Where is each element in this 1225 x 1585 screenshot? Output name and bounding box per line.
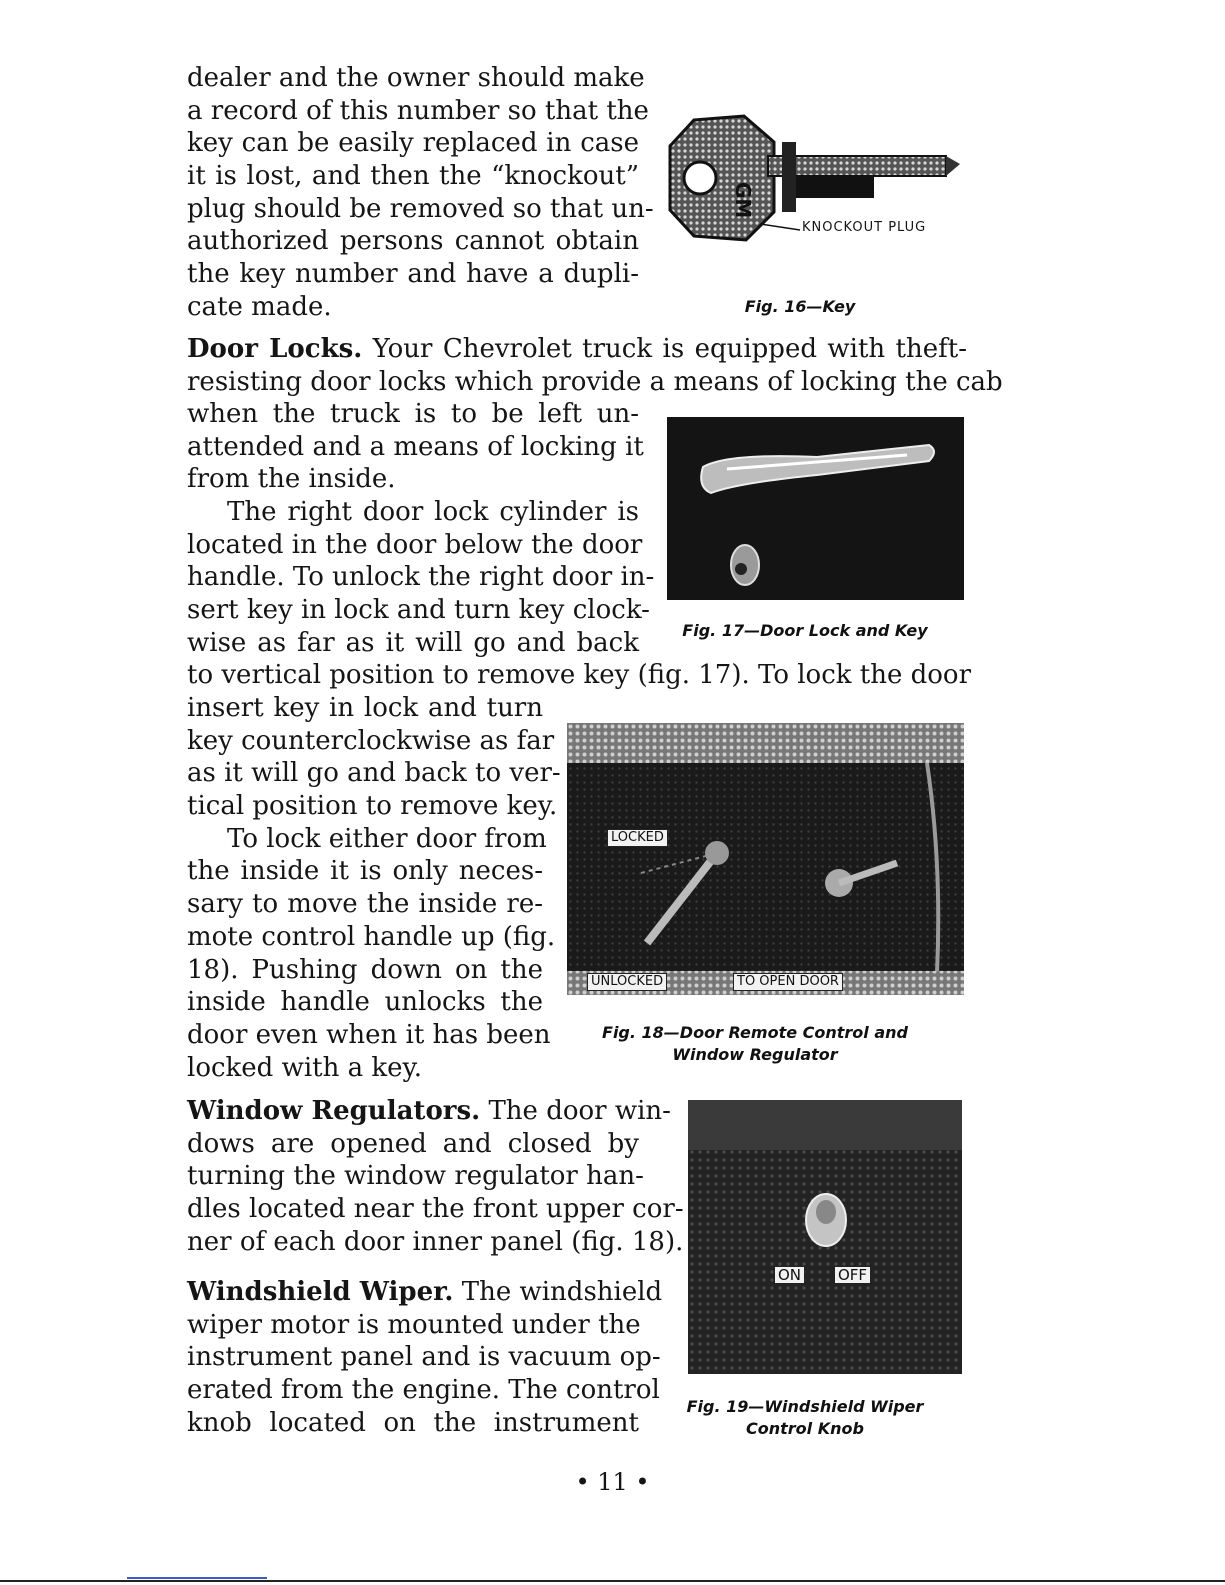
locked-label: LOCKED: [607, 829, 668, 847]
text-line: insert key in lock and turn: [187, 693, 543, 723]
figure-19-caption-line1: Fig. 19—Windshield Wiper: [686, 1397, 924, 1416]
text-line: it is lost, and then the “knockout”: [187, 161, 639, 192]
scan-mark: [127, 1577, 267, 1579]
text-line: door even when it has been: [187, 1019, 551, 1050]
knockout-plug-callout: KNOCKOUT PLUG: [802, 220, 927, 235]
svg-text:GM: GM: [731, 182, 755, 219]
text-line: plug should be removed so that un-: [187, 193, 654, 224]
text-line: tical position to remove key.: [187, 791, 558, 822]
text-line: turning the window regulator han-: [187, 1161, 644, 1192]
text-line: knob located on the instrument: [187, 1407, 639, 1438]
text-line: handle. To unlock the right door in-: [187, 562, 655, 593]
figure-18-caption-line1: Fig. 18—Door Remote Control and: [602, 1023, 908, 1042]
door-locks-wide-line: [187, 659, 972, 692]
window-regulators-section: [187, 1095, 684, 1258]
text-line: sert key in lock and turn key clock-: [187, 595, 650, 626]
figure-19-caption-line2: Control Knob: [746, 1419, 864, 1438]
text-line: The right door lock cylinder is: [227, 497, 639, 528]
unlocked-label: UNLOCKED: [587, 973, 667, 991]
text-run: Your Chevrolet truck is equipped with theft-: [362, 334, 967, 364]
text-line: from the inside.: [187, 464, 396, 495]
figure-17-caption: Fig. 17—Door Lock and Key: [682, 621, 928, 640]
text-run: The windshield: [453, 1277, 663, 1307]
door-locks-heading: Door Locks.: [187, 334, 363, 364]
bottom-divider: [0, 1580, 1225, 1582]
text-line: as it will go and back to ver-: [187, 758, 561, 789]
on-label: ON: [774, 1266, 805, 1284]
figure-19-caption: [660, 1396, 950, 1440]
windshield-wiper-heading: Windshield Wiper.: [187, 1277, 454, 1307]
intro-paragraph: [187, 62, 654, 324]
window-regulators-heading: Window Regulators.: [187, 1096, 481, 1126]
door-locks-para2-continued: [187, 692, 561, 1084]
text-run: The door win-: [480, 1096, 671, 1126]
text-line: key counterclockwise as far: [187, 725, 555, 756]
text-line: To lock either door from: [227, 823, 547, 854]
text-line: wise as far as it will go and back: [187, 627, 639, 658]
text-line: located in the door below the door: [187, 529, 643, 560]
text-line: the inside it is only neces-: [187, 856, 543, 887]
door-locks-heading-line: [187, 333, 1003, 398]
figure-17-door-lock-photo: [667, 417, 964, 600]
text-line: locked with a key.: [187, 1052, 423, 1083]
door-handle-illustration: [667, 417, 964, 600]
figure-18-caption: [590, 1022, 920, 1066]
text-line: cate made.: [187, 291, 332, 322]
text-line: dows are opened and closed by: [187, 1128, 639, 1159]
text-line: 18). Pushing down on the: [187, 954, 543, 985]
figure-16-caption: Fig. 16—Key: [744, 297, 856, 316]
windshield-wiper-section: [187, 1276, 663, 1439]
remote-control-illustration: [567, 723, 964, 995]
to-open-door-label: TO OPEN DOOR: [733, 973, 843, 991]
figure-19-wiper-knob-photo: [688, 1100, 962, 1374]
figure-18-caption-line2: Window Regulator: [672, 1045, 838, 1064]
wiper-knob-illustration: [688, 1100, 962, 1374]
text-line: to vertical position to remove key (fig. 17). To lock the door: [187, 660, 972, 690]
text-line: key can be easily replaced in case: [187, 128, 639, 159]
text-line: a record of this number so that the: [187, 95, 649, 126]
text-line: attended and a means of locking it: [187, 431, 644, 462]
text-line: resisting door locks which provide a means of locking the cab: [187, 366, 1003, 397]
text-line: mote control handle up (fig.: [187, 921, 556, 952]
text-line: when the truck is to be left un-: [187, 399, 639, 429]
text-line: dealer and the owner should make: [187, 63, 645, 93]
text-line: sary to move the inside re-: [187, 889, 543, 920]
figure-18-remote-control-photo: [567, 723, 964, 995]
text-line: wiper motor is mounted under the: [187, 1309, 641, 1340]
text-line: dles located near the front upper cor-: [187, 1194, 684, 1225]
page-number: • 11 •: [575, 1468, 650, 1496]
text-line: ner of each door inner panel (fig. 18).: [187, 1226, 684, 1257]
text-line: inside handle unlocks the: [187, 987, 543, 1018]
text-line: erated from the engine. The control: [187, 1375, 660, 1406]
off-label: OFF: [834, 1266, 871, 1284]
text-line: instrument panel and is vacuum op-: [187, 1342, 661, 1373]
figure-16-key: [664, 112, 964, 252]
text-line: authorized persons cannot obtain: [187, 226, 639, 257]
text-line: the key number and have a dupli-: [187, 259, 639, 290]
door-locks-para1: [187, 398, 655, 660]
